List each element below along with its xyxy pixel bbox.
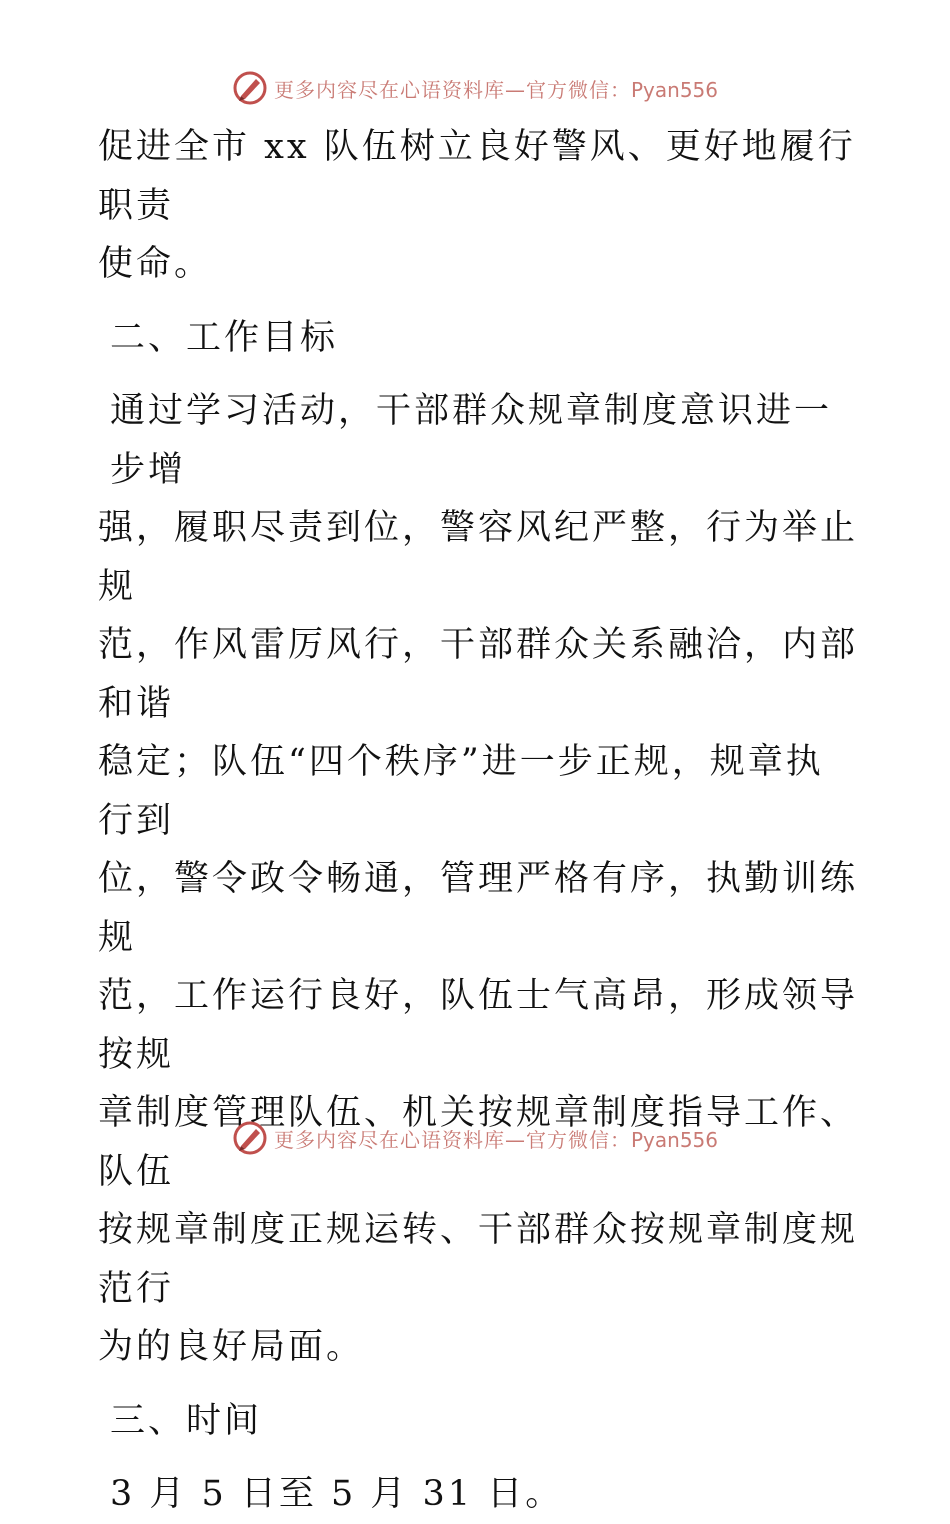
paragraph-line: 通过学习活动，干部群众规章制度意识进一步增 [110,391,833,490]
section-heading-time: 三、时间 [110,1400,263,1441]
paragraph-line: 位，警令政令畅通，管理严格有序，执勤训练规 [98,859,859,958]
watermark-text: 更多内容尽在心语资料库—官方微信：Pyan556 [273,1127,718,1152]
paragraph-line: 促进全市 xx 队伍树立良好警风、更好地履行职责 [98,127,856,226]
watermark-text: 更多内容尽在心语资料库—官方微信：Pyan556 [273,77,718,102]
document-body [98,118,858,1524]
pen-logo-icon [232,70,268,106]
section-heading-goals: 二、工作目标 [110,317,339,358]
paragraph-line: 3 月 5 日至 5 月 31 日。 [110,1474,564,1514]
watermark-header [0,70,950,106]
paragraph-line: 强，履职尽责到位，警容风纪严整，行为举止规 [98,508,859,607]
pen-logo-icon [232,1120,268,1156]
watermark-footer [0,1120,950,1156]
paragraph-line: 为的良好局面。 [98,1327,365,1367]
paragraph-line: 按规章制度正规运转、干部群众按规章制度规范行 [98,1210,859,1309]
paragraph-line: 章制度管理队伍、机关按规章制度指导工作、队伍 [98,1093,859,1192]
paragraph-line: 范，作风雷厉风行，干部群众关系融洽，内部和谐 [98,625,859,724]
paragraph-line: 范，工作运行良好，队伍士气高昂，形成领导按规 [98,976,859,1075]
paragraph-line: 稳定；队伍“四个秩序”进一步正规，规章执行到 [98,742,824,841]
paragraph-line: 使命。 [98,244,213,284]
